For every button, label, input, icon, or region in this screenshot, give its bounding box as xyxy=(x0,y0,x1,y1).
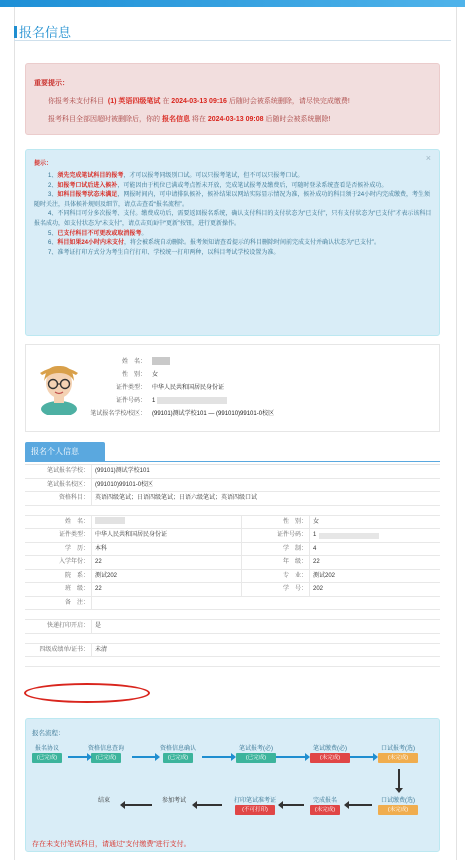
table-row: 资格科目： 英语四级笔试；日语四级笔试；日语六级笔试；英语四级口试 xyxy=(25,492,440,506)
redacted-name-2 xyxy=(95,517,125,524)
redacted-id-2 xyxy=(319,533,379,539)
arrow-right-icon xyxy=(132,756,156,758)
table-spacer xyxy=(25,634,440,644)
highlight-ring xyxy=(24,683,150,703)
tip-item: 7、准考证打印方式分为考生自行打印、学校统一打印两种，以科目考试学校设置为准。 xyxy=(48,249,280,256)
flow-step: 资格信息确认 (已完成) xyxy=(160,746,197,761)
arrow-left-icon xyxy=(282,804,304,806)
tab-underline xyxy=(25,461,440,462)
important-heading: 重要提示： xyxy=(34,80,69,87)
tips-alert xyxy=(25,149,440,336)
tips-list xyxy=(34,172,434,258)
profile-gender-row: 性 别： 女 xyxy=(121,372,159,378)
table-row: 笔试报名校区： (991010)99101-0校区 xyxy=(25,479,440,493)
flow-step: 参加考试 xyxy=(162,798,187,804)
table-row: 姓 名： 性 别： 女 xyxy=(25,516,440,530)
table-row: 入学年份： 22 年 级： 22 xyxy=(25,556,440,570)
avatar xyxy=(36,359,82,415)
table-row: 院 系： 测试202 专 业： 测试202 xyxy=(25,570,440,584)
table-row: 证件类型： 中华人民共和国居民身份证 证件号码： 1 xyxy=(25,529,440,543)
redacted-name xyxy=(152,357,170,365)
tip-item: 6、科目如果24小时内未支付，将会被系统自动删除。报考须知请查看提示的科目删除时间前完成支付并确认状态为“已支付”。 xyxy=(48,240,381,247)
table-row: 班 级： 22 学 号： 202 xyxy=(25,583,440,597)
top-bar xyxy=(0,0,465,7)
profile-card xyxy=(25,344,440,432)
flow-step: 笔试报考(必) (已完成) xyxy=(236,743,276,763)
arrow-left-icon xyxy=(196,804,222,806)
flow-footer-warning: 存在未支付笔试科目，请通过“支付缴费”进行支付。 xyxy=(32,841,191,848)
important-alert xyxy=(25,63,440,135)
table-row: 学 历： 本科 学 制： 4 xyxy=(25,543,440,557)
arrow-right-icon xyxy=(68,756,88,758)
table-spacer xyxy=(25,506,440,516)
profile-idnum-row: 证件号码： 1 xyxy=(88,395,438,406)
tip-item: 5、已支付科目不可更改或取消报考。 xyxy=(48,230,148,237)
table-row: 备 注： xyxy=(25,597,440,611)
flow-step: 打印笔试准考证 (不可打印) xyxy=(234,798,277,813)
flow-step: 笔试缴费(必) (未完成) xyxy=(310,743,350,763)
flow-step: 口试缴费(选) (未完成) xyxy=(378,795,418,815)
flow-step: 结束 xyxy=(98,798,111,804)
important-line-1: 你报考未支付科目 (1) 英语四级笔试 在 2024-03-13 09:16 后随时会被系统删除，请尽快完成缴费! xyxy=(48,98,350,105)
tip-item: 3、如科目报考状态未满足，网报时间内，可申请排队候补，候补结果以网站实际显示情况为准，候补成功的科目须于24小时内完成缴费，考生须随时关注，具体候补规则及细节，请点击查看“报名流程”。 xyxy=(34,192,431,208)
profile-school-row: 笔试报名学校/校区： (99101)测试学校101 — (991010)99101-0校区 xyxy=(90,411,275,417)
tips-heading: 提示： xyxy=(34,161,53,167)
flow-step: 口试报考(选) (未完成) xyxy=(378,743,418,763)
arrow-left-icon xyxy=(348,804,372,806)
flow-step: 资格信息查询 (已完成) xyxy=(88,746,125,761)
page-title xyxy=(14,22,71,41)
table-spacer xyxy=(25,610,440,620)
close-icon[interactable]: × xyxy=(425,153,431,163)
flow-step: 完成报名 (未完成) xyxy=(310,795,340,815)
personal-info-table xyxy=(25,464,440,667)
flow-heading: 报名流程： xyxy=(32,730,65,737)
tip-item: 4、不同科目可分多次报考、支付。缴费成功后，需要返回报名系统，确认支付科目的支付状态为“已支付”，只有支付状态为“已支付”才表示该科目报名成功，如支付状态为“未支付”，请点击页面中“更新”按钮，进行更新操作。 xyxy=(34,211,432,227)
arrow-down-icon xyxy=(398,769,400,789)
arrow-right-icon xyxy=(202,756,232,758)
arrow-right-icon xyxy=(350,756,374,758)
arrow-left-icon xyxy=(124,804,152,806)
tip-item: 1、须先完成笔试科目的报考，才可以报考同级别口试。可以只报考笔试，但不可以只报考口试。 xyxy=(48,173,304,179)
profile-idtype-row: 证件类型： 中华人民共和国居民身份证 xyxy=(115,385,225,391)
table-spacer xyxy=(25,657,440,667)
table-row: 快递打印开启： 是 xyxy=(25,620,440,634)
title-divider xyxy=(14,40,451,41)
important-line-2: 报考科目全部因超时被删除后，你的 报名信息 将在 2024-03-13 09:08 后随时会被系统删除! xyxy=(48,116,331,123)
table-row: 四级成绩单/证书： 未清 xyxy=(25,644,440,658)
table-row: 笔试报名学校： (99101)测试学校101 xyxy=(25,465,440,479)
flow-step: 报名协议 (已完成) xyxy=(32,743,62,763)
arrow-right-icon xyxy=(276,756,306,758)
tab-personal-info[interactable]: 报名个人信息 xyxy=(25,442,105,461)
tip-item: 2、如报考口试后进入候补，可能因由于机位已满或考点暂未开放，完成笔试报考及缴费后，可随时登录系统查看是否候补成功。 xyxy=(48,182,388,189)
profile-name-row: 姓 名： xyxy=(88,356,438,367)
redacted-id xyxy=(157,397,227,404)
page-title-text: 报名信息 xyxy=(19,25,72,40)
registration-flow xyxy=(25,718,440,852)
